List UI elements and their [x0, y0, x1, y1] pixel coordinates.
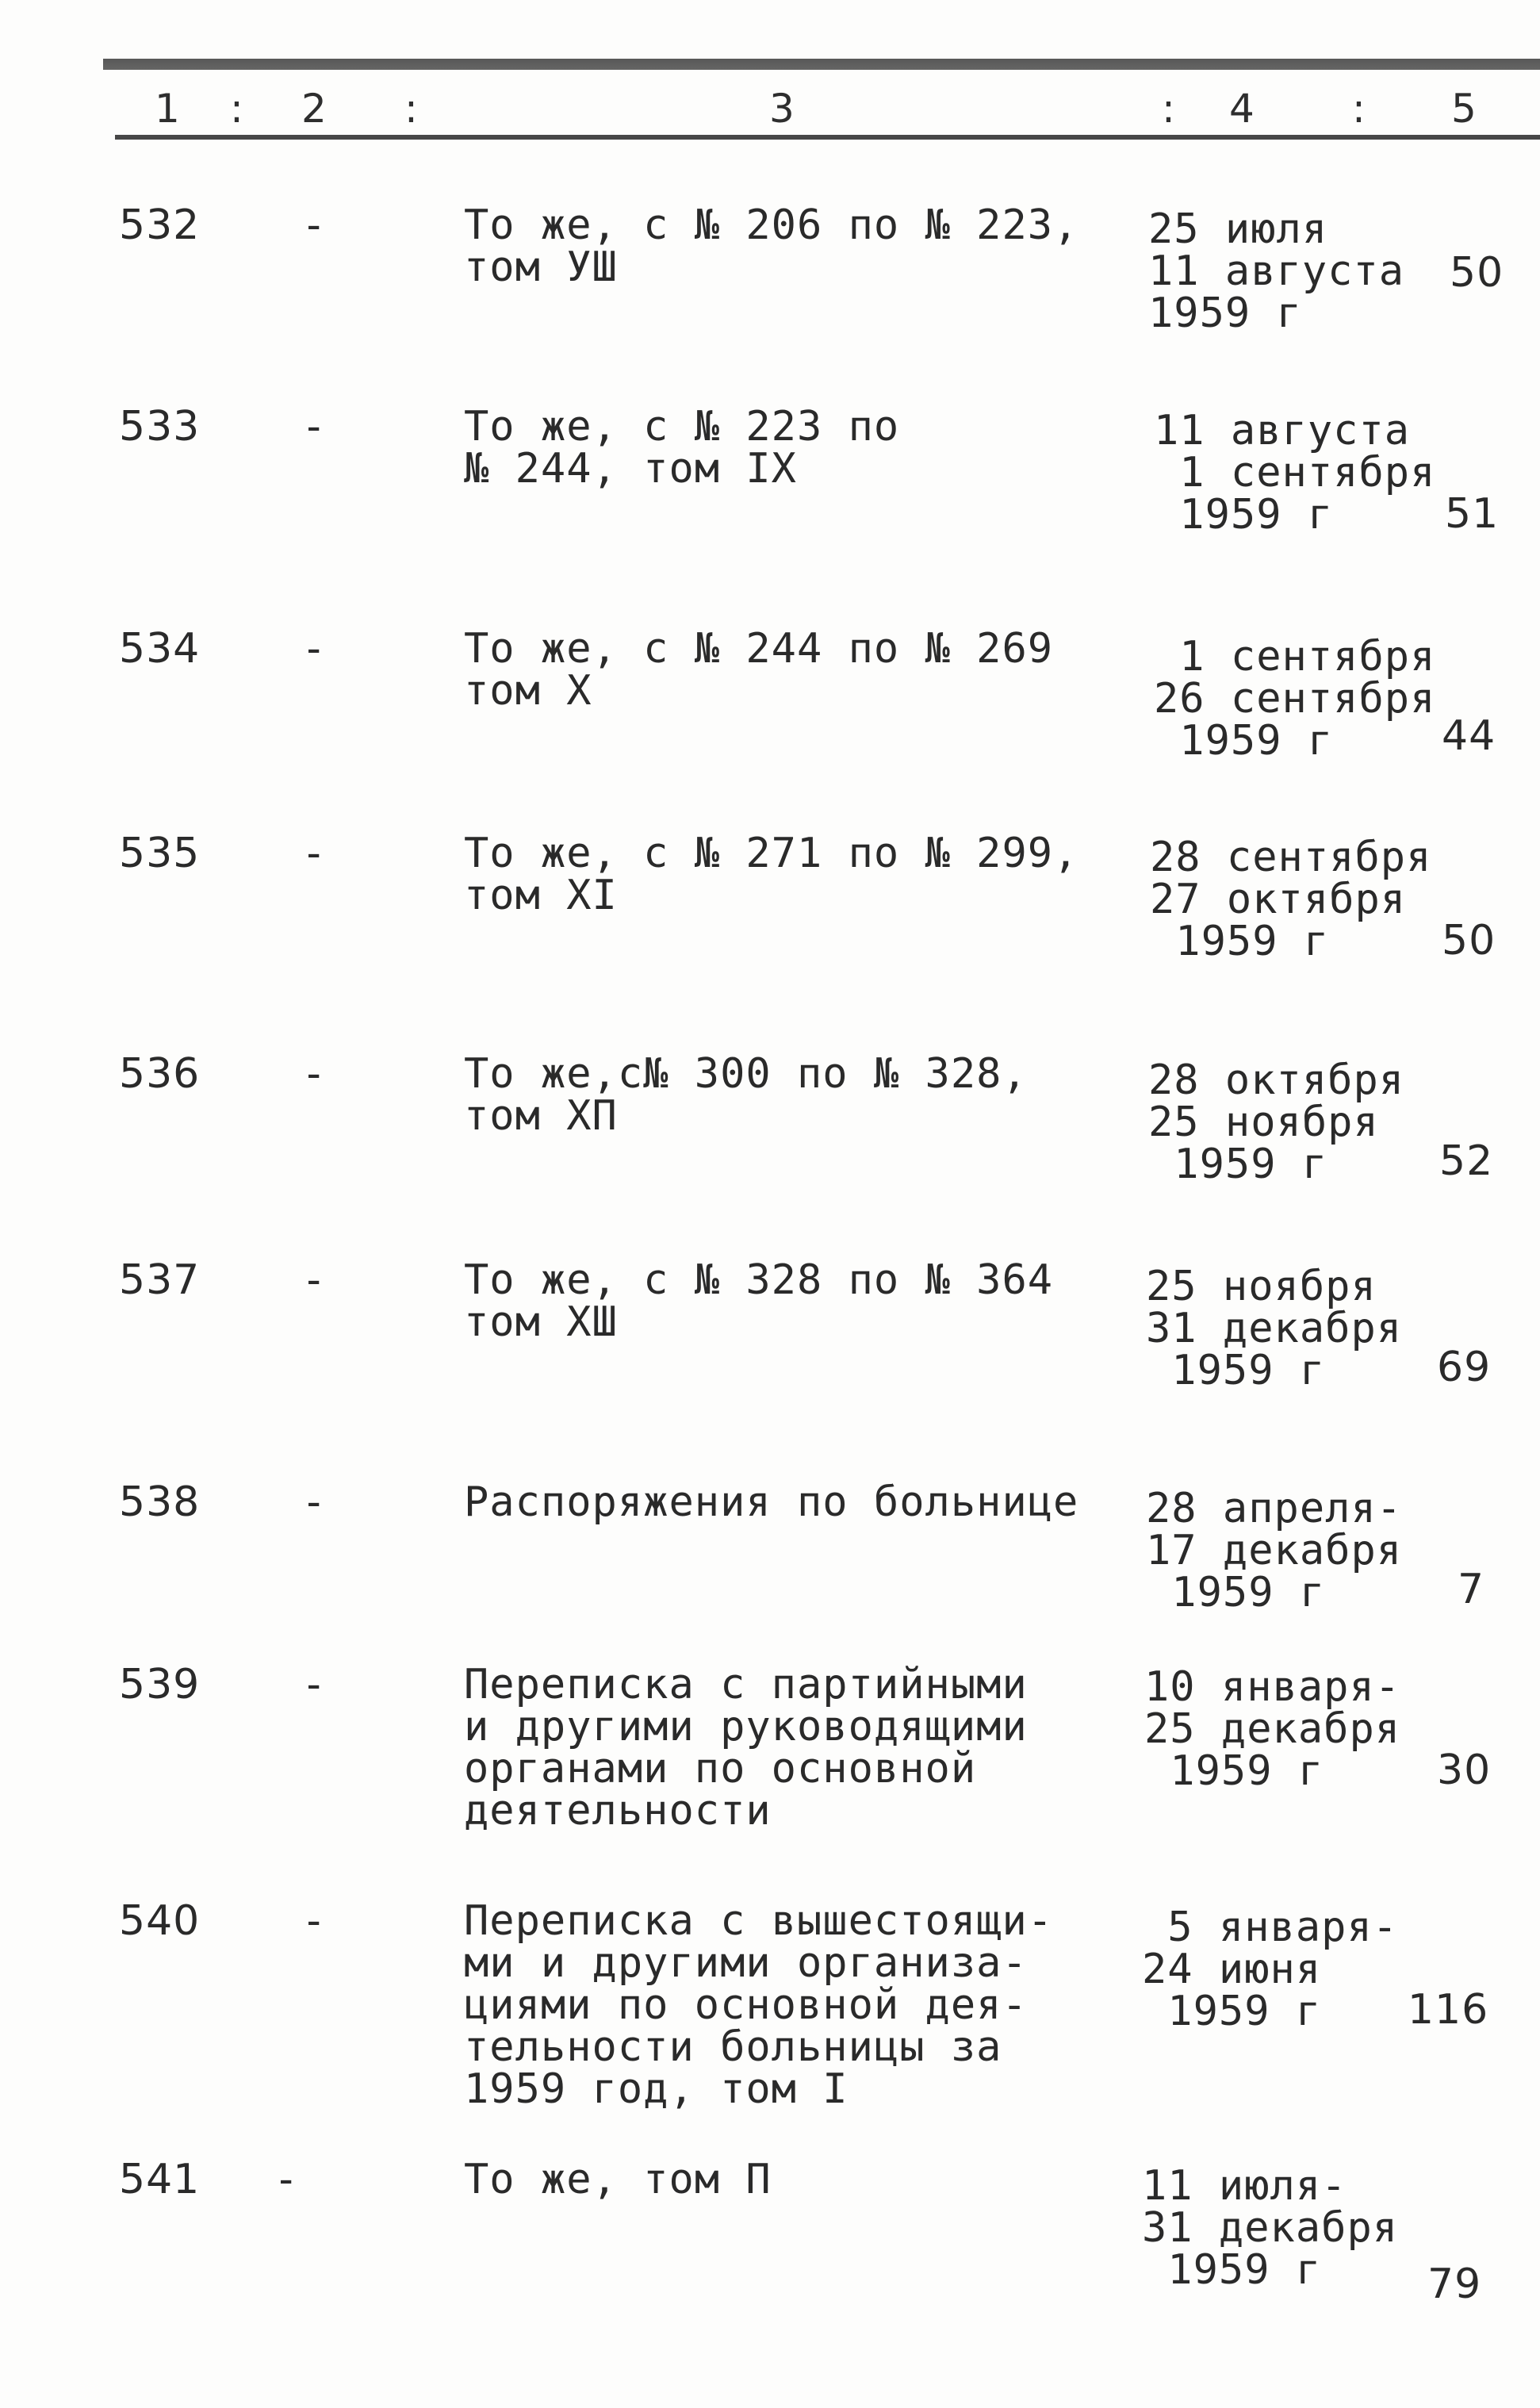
- item-index-dash: -: [301, 1897, 328, 1945]
- item-index-dash: -: [301, 201, 328, 249]
- item-sheet-count: 69: [1437, 1344, 1492, 1391]
- column-separator: :: [1352, 86, 1366, 132]
- header-underline: [115, 135, 1540, 140]
- item-title: То же, том П: [464, 2156, 772, 2203]
- item-title: То же, с № 223 по № 244, том IX: [464, 403, 900, 493]
- item-number: 541: [119, 2156, 201, 2203]
- item-title: То же, с № 244 по № 269 том X: [464, 625, 1054, 715]
- item-title: Переписка с вышестоящи- ми и другими организа- циями по основной дея- тельности больницы за 1959 год, том I: [464, 1897, 1054, 2113]
- item-number: 539: [119, 1661, 201, 1708]
- item-sheet-count: 44: [1442, 712, 1496, 760]
- item-index-dash: -: [301, 830, 328, 877]
- item-number: 537: [119, 1256, 201, 1304]
- column-header-4: 4: [1229, 86, 1255, 132]
- column-header-3: 3: [769, 86, 795, 132]
- top-border-line: [103, 59, 1540, 70]
- item-title: Распоряжения по больнице: [464, 1478, 1079, 1526]
- item-number: 532: [119, 201, 201, 249]
- item-dates: 25 ноября 31 декабря 1959 г: [1146, 1263, 1403, 1394]
- item-sheet-count: 50: [1442, 917, 1496, 964]
- item-title: То же, с № 206 по № 223, том УШ: [464, 201, 1079, 291]
- item-sheet-count: 79: [1427, 2260, 1482, 2308]
- item-title: То же, с № 271 по № 299, том XI: [464, 830, 1079, 919]
- item-dates: 28 сентября 27 октября 1959 г: [1150, 834, 1432, 965]
- item-number: 540: [119, 1897, 201, 1945]
- item-number: 533: [119, 403, 201, 451]
- item-dates: 11 июля- 31 декабря 1959 г: [1142, 2162, 1399, 2294]
- column-separator: :: [404, 86, 418, 132]
- column-header-5: 5: [1451, 86, 1477, 132]
- item-dates: 1 сентября 26 сентября 1959 г: [1154, 633, 1436, 765]
- column-header-2: 2: [301, 86, 327, 132]
- item-dates: 5 января- 24 июня 1959 г: [1142, 1904, 1399, 2035]
- item-sheet-count: 52: [1439, 1137, 1494, 1185]
- item-dates: 28 октября 25 ноября 1959 г: [1148, 1056, 1405, 1188]
- item-sheet-count: 7: [1458, 1566, 1485, 1613]
- item-title: Переписка с партийными и другими руководящими органами по основной деятельности: [464, 1661, 1028, 1835]
- item-index-dash: -: [301, 1256, 328, 1304]
- item-index-dash: -: [274, 2156, 300, 2203]
- item-index-dash: -: [301, 1478, 328, 1526]
- item-dates: 10 января- 25 декабря 1959 г: [1144, 1663, 1401, 1795]
- item-sheet-count: 116: [1408, 1986, 1489, 2034]
- item-sheet-count: 50: [1450, 249, 1504, 297]
- item-dates: 11 августа 1 сентября 1959 г: [1154, 407, 1436, 539]
- item-sheet-count: 30: [1437, 1747, 1492, 1794]
- item-number: 535: [119, 830, 201, 877]
- item-number: 536: [119, 1050, 201, 1098]
- item-dates: 25 июля 11 августа 1959 г: [1148, 205, 1405, 337]
- item-number: 538: [119, 1478, 201, 1526]
- item-number: 534: [119, 625, 201, 673]
- item-index-dash: -: [301, 1661, 328, 1708]
- item-index-dash: -: [301, 403, 328, 451]
- column-separator: :: [1162, 86, 1175, 132]
- item-sheet-count: 51: [1445, 490, 1500, 538]
- column-separator: :: [230, 86, 243, 132]
- item-index-dash: -: [301, 625, 328, 673]
- item-index-dash: -: [301, 1050, 328, 1098]
- column-header-1: 1: [155, 86, 180, 132]
- item-title: То же, с № 328 по № 364 том ХШ: [464, 1256, 1054, 1346]
- item-title: То же,с№ 300 по № 328, том ХП: [464, 1050, 1028, 1140]
- column-header-row: [0, 79, 1540, 135]
- item-dates: 28 апреля- 17 декабря 1959 г: [1146, 1485, 1403, 1616]
